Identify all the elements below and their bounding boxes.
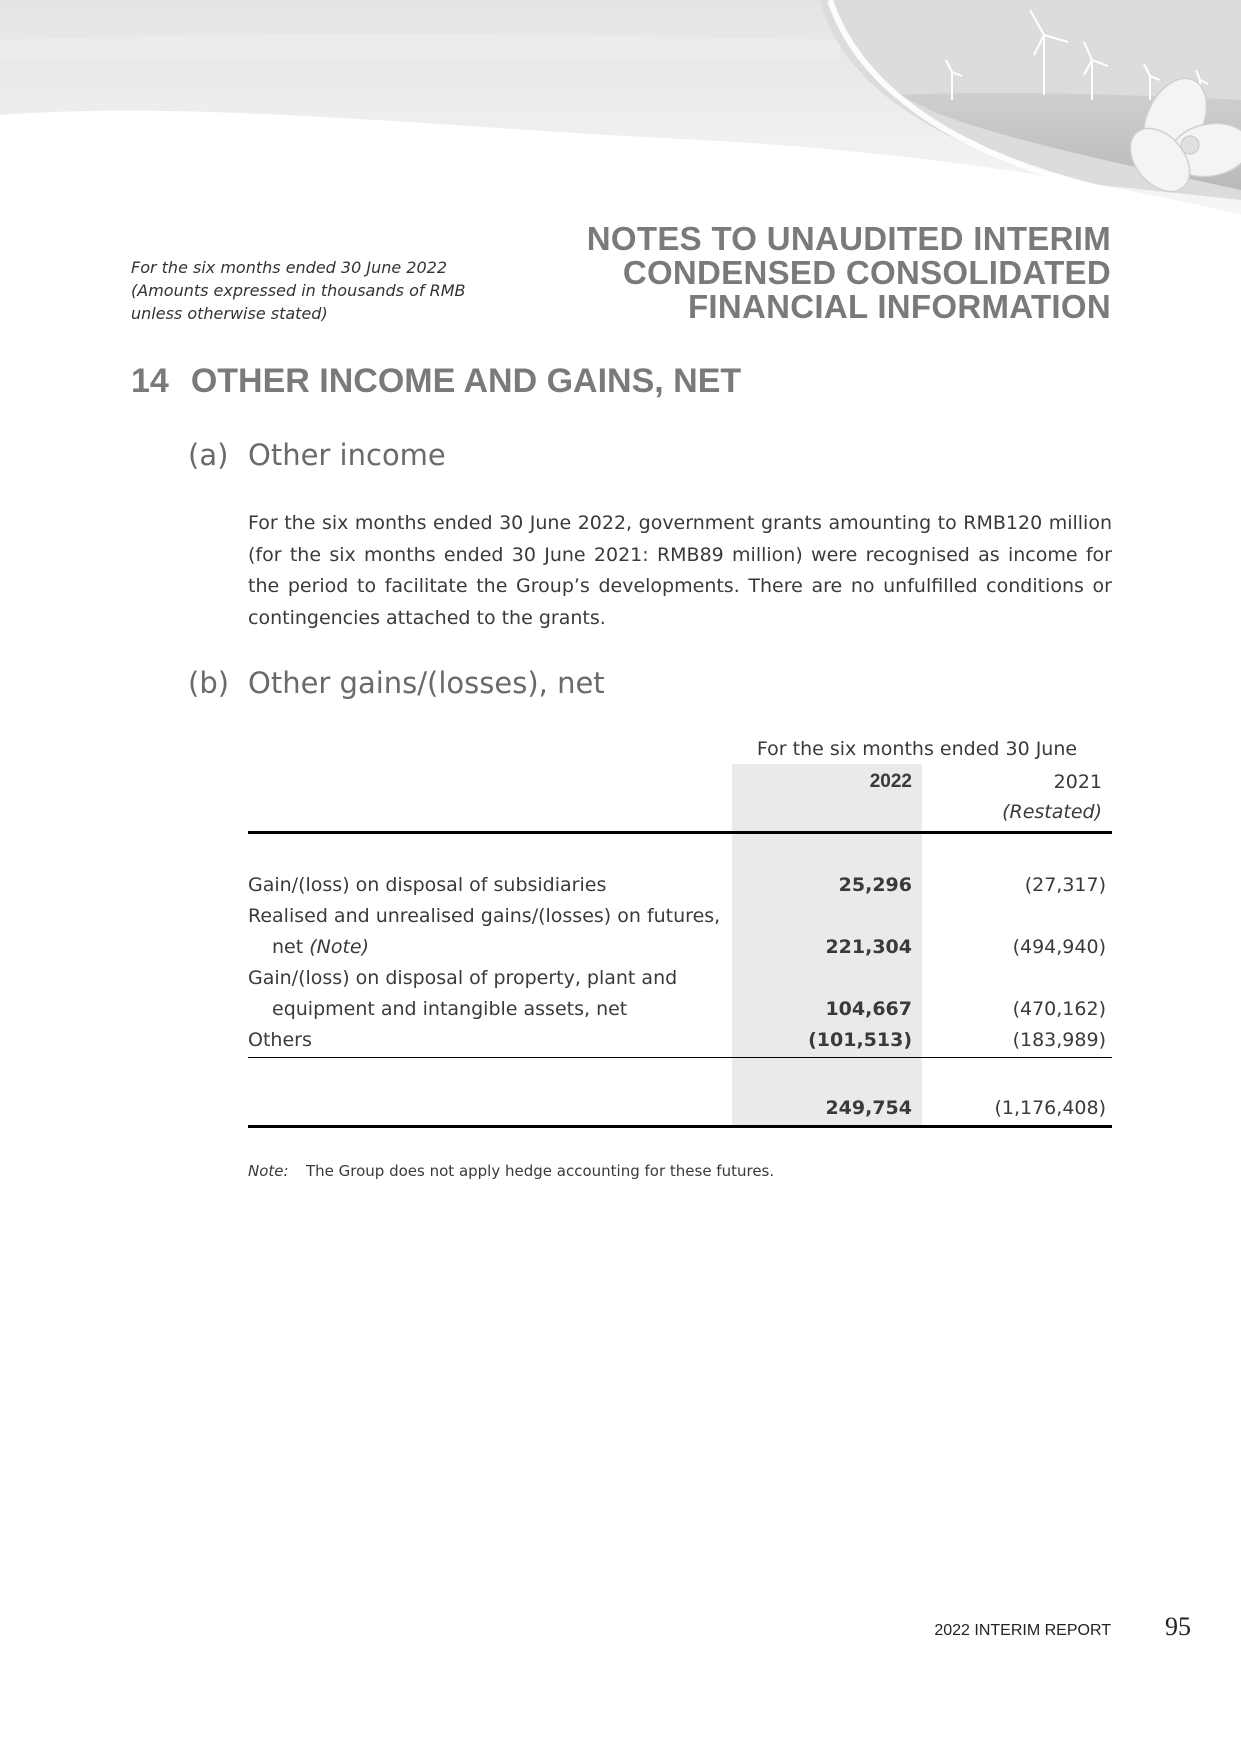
column-header-2022: 2022 [869,771,912,792]
row-value-2021: (27,317) [1024,874,1106,896]
meta-line: (Amounts expressed in thousands of RMB [131,281,466,300]
subsection-b-marker: (b) [188,666,230,700]
row-label-cont-text: net [272,936,304,958]
row-value-2022: 104,667 [825,998,912,1020]
note-number: 14 [131,362,169,400]
header-rule [248,831,1112,834]
subsection-b-heading [188,666,605,700]
note-title: OTHER INCOME AND GAINS, NET [190,362,742,400]
total-rule [248,1125,1112,1128]
total-value-2021: (1,176,408) [994,1097,1106,1119]
section-title-line: NOTES TO UNAUDITED INTERIM [586,220,1111,257]
other-income-paragraph: For the six months ended 30 June 2022, government grants amounting to RMB120 million (for the six months ended 30 June 2021: RMB89 million) were recognised as income for the period to facilitate the Group’s developments. There are no unfulfilled conditions or contingencies attached to the grants. [248,512,1112,629]
table-footnote [248,1162,774,1180]
row-label: Others [248,1029,312,1051]
row-value-2021: (470,162) [1012,998,1106,1020]
subsection-a-marker: (a) [188,438,229,472]
period-header: For the six months ended 30 June [756,738,1078,760]
row-label: Realised and unrealised gains/(losses) on futures, [248,905,721,927]
row-value-2021: (183,989) [1012,1029,1106,1051]
section-title-line: CONDENSED CONSOLIDATED [622,254,1111,291]
total-value-2022: 249,754 [825,1097,912,1119]
row-value-2022: 25,296 [838,874,912,896]
row-value-2022: 221,304 [825,936,912,958]
row-label: Gain/(loss) on disposal of subsidiaries [248,874,607,896]
footnote-text: The Group does not apply hedge accounting for these futures. [306,1162,775,1180]
header-banner-image [0,0,1241,215]
report-title: 2022 INTERIM REPORT [934,1622,1111,1639]
row-value-2022: (101,513) [808,1029,912,1051]
restated-label: (Restated) [1002,801,1102,823]
note-heading [131,362,741,401]
subsection-b-title: Other gains/(losses), net [248,666,605,700]
period-and-units-note [131,256,491,325]
other-gains-table [248,738,1112,1130]
row-note-reference: (Note) [309,936,370,958]
subsection-a-title: Other income [248,438,446,472]
row-label: Gain/(loss) on disposal of property, plant and [248,967,678,989]
subsection-a-heading [188,438,446,472]
footnote-label: Note: [248,1162,289,1180]
meta-line: For the six months ended 30 June 2022 [131,258,448,277]
page-number: 95 [1165,1612,1191,1641]
row-label-continuation: equipment and intangible assets, net [272,998,628,1020]
column-header-2021: 2021 [1053,771,1102,793]
subtotal-rule [248,1057,1112,1058]
meta-line: unless otherwise stated) [131,304,328,323]
section-title [587,222,1111,324]
row-label-continuation [272,936,369,958]
section-title-line: FINANCIAL INFORMATION [687,288,1111,325]
row-value-2021: (494,940) [1012,936,1106,958]
